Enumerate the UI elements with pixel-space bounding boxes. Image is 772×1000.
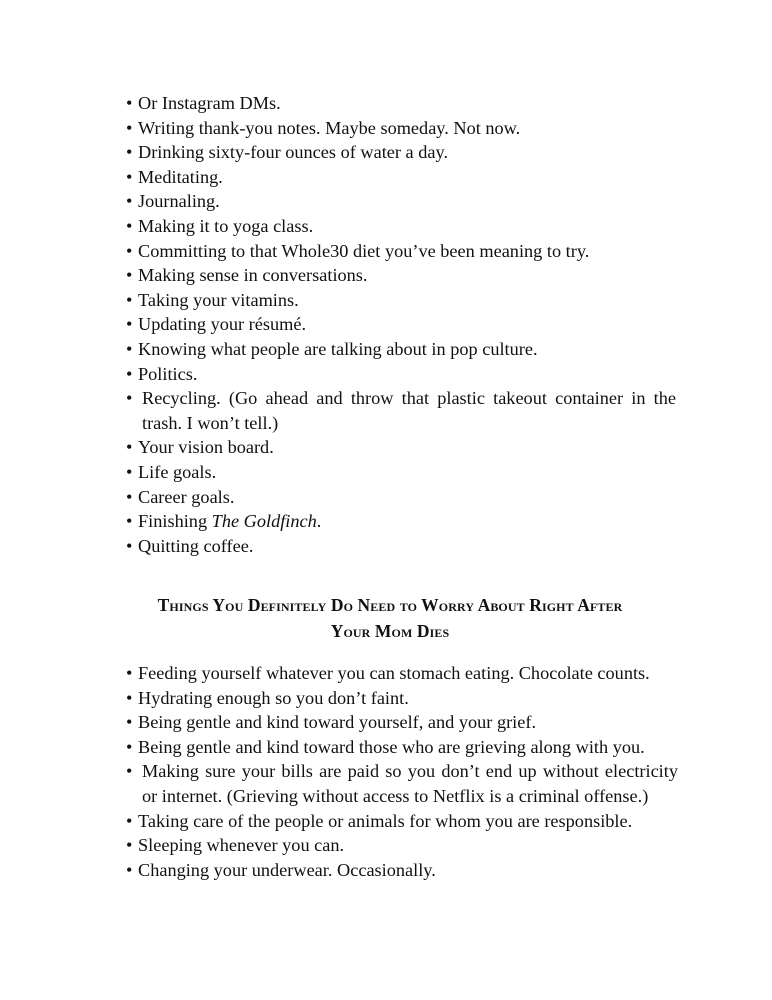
book-title: The Goldfinch — [211, 511, 317, 532]
list-item: • Life goals. — [126, 460, 676, 485]
list-item: • Career goals. — [126, 485, 676, 510]
list-item: • Taking care of the people or animals for whom you are responsible. — [126, 809, 678, 834]
list-item: • Writing thank-you notes. Maybe someday. Not now. — [126, 116, 676, 141]
list-item: • Your vision board. — [126, 435, 676, 460]
list-item: • Being gentle and kind toward those who are grieving along with you. — [126, 735, 678, 760]
list-item-finishing — [126, 509, 676, 534]
list-item: • Making sure your bills are paid so you don’t end up without electricity or internet. (Grieving without access to Netflix is a criminal offense.) — [126, 759, 678, 808]
list-item: • Or Instagram DMs. — [126, 91, 676, 116]
list-item: • Recycling. (Go ahead and throw that plastic takeout container in the trash. I won’t tell.) — [126, 386, 676, 435]
list-item: • Quitting coffee. — [126, 534, 676, 559]
list-item: • Making sense in conversations. — [126, 263, 676, 288]
list-item: • Being gentle and kind toward yourself, and your grief. — [126, 710, 678, 735]
things-to-worry-list — [126, 661, 678, 882]
finishing-prefix: Finishing — [138, 511, 212, 532]
list-item: • Taking your vitamins. — [126, 288, 676, 313]
list-item: • Changing your underwear. Occasionally. — [126, 858, 678, 883]
finishing-suffix: . — [316, 511, 322, 532]
things-not-to-worry-list — [126, 91, 676, 558]
list-item: • Journaling. — [126, 189, 676, 214]
section-heading-line-1: Things You Definitely Do Need to Worry About Right After — [157, 595, 623, 615]
section-heading — [60, 592, 720, 644]
list-item: • Meditating. — [126, 165, 676, 190]
list-item: • Drinking sixty-four ounces of water a day. — [126, 140, 676, 165]
list-item: • Hydrating enough so you don’t faint. — [126, 686, 678, 711]
list-item: • Making it to yoga class. — [126, 214, 676, 239]
list-item: • Politics. — [126, 362, 676, 387]
list-item: • Committing to that Whole30 diet you’ve been meaning to try. — [126, 239, 676, 264]
list-item: • Feeding yourself whatever you can stomach eating. Chocolate counts. — [126, 661, 678, 686]
list-item: • Knowing what people are talking about in pop culture. — [126, 337, 676, 362]
section-heading-line-2: Your Mom Dies — [330, 621, 450, 641]
list-item: • Updating your résumé. — [126, 312, 676, 337]
list-item: • Sleeping whenever you can. — [126, 833, 678, 858]
